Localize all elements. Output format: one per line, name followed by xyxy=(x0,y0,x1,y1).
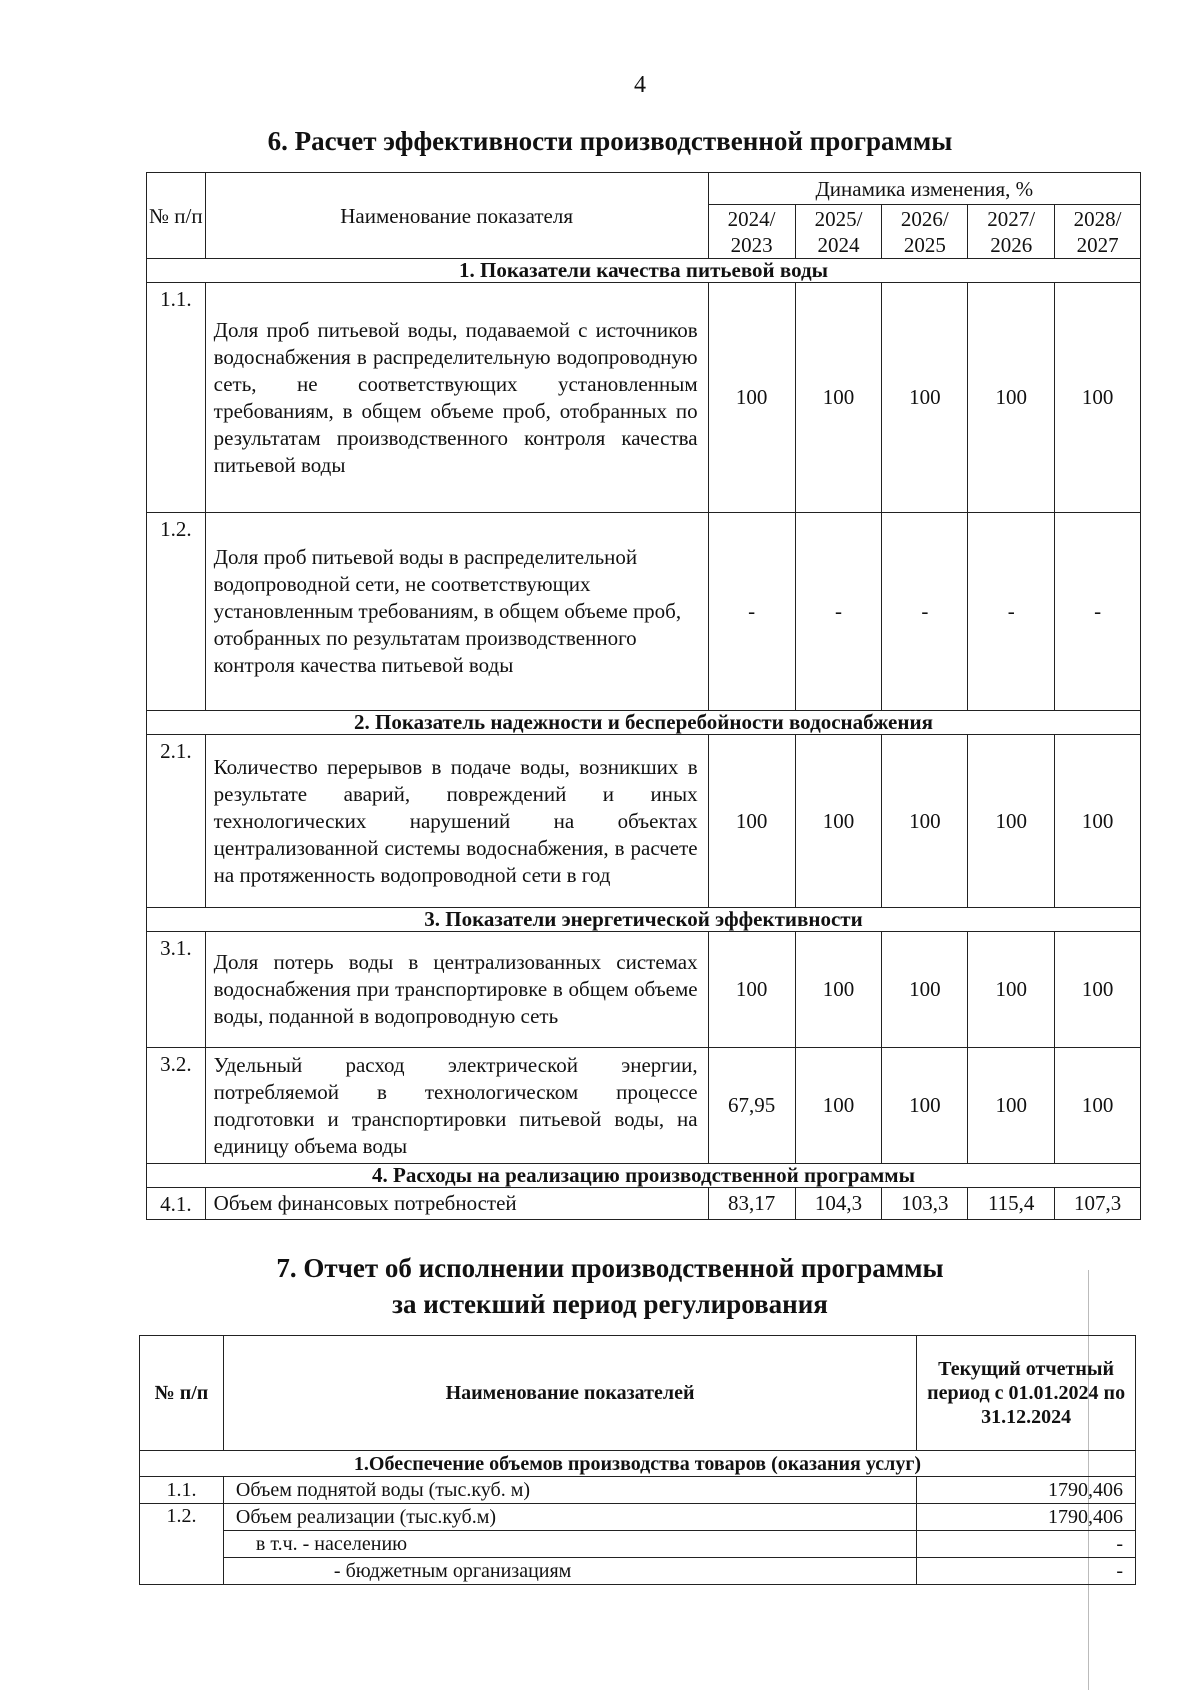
row-number: 2.1. xyxy=(147,735,206,908)
group-title: 1. Показатели качества питьевой воды xyxy=(147,259,1141,283)
row-number: 4.1. xyxy=(147,1188,206,1220)
value-cell: 100 xyxy=(882,735,968,908)
indicator-name: Удельный расход электрической энергии, потребляемой в технологическом процессе подготовки и транспортировки питьевой воды, на единицу объема воды xyxy=(205,1048,708,1164)
value-cell: 103,3 xyxy=(882,1188,968,1220)
value-cell: - xyxy=(708,513,795,711)
value-cell: 107,3 xyxy=(1055,1188,1141,1220)
report-row-name: - бюджетным организациям xyxy=(223,1558,916,1585)
value-cell: 100 xyxy=(708,735,795,908)
value-cell: 100 xyxy=(1055,735,1141,908)
report-row-number: 1.1. xyxy=(140,1477,224,1504)
value-cell: 104,3 xyxy=(795,1188,882,1220)
header-dynamics: Динамика изменения, % xyxy=(708,173,1140,205)
row-number: 1.1. xyxy=(147,283,206,513)
report-row-value: 1790,406 xyxy=(917,1477,1136,1504)
value-cell: 100 xyxy=(795,283,882,513)
header-year: 2027/ 2026 xyxy=(968,205,1055,259)
value-cell: 100 xyxy=(968,1048,1055,1164)
indicator-name: Доля проб питьевой воды, подаваемой с источников водоснабжения в распределительную водопроводную сеть, не соответствующих установленным требованиям, в общем объеме проб, отобранных по результатам производственного контроля качества питьевой воды xyxy=(205,283,708,513)
section-7-title-line1: 7. Отчет об исполнении производственной программы xyxy=(276,1253,944,1283)
report-header-name: Наименование показателей xyxy=(223,1336,916,1451)
value-cell: - xyxy=(1055,513,1141,711)
value-cell: 100 xyxy=(882,932,968,1048)
header-year: 2025/ 2024 xyxy=(795,205,882,259)
report-header-period: Текущий отчетный период с 01.01.2024 по 31.12.2024 xyxy=(917,1336,1136,1451)
report-row-name: Объем реализации (тыс.куб.м) xyxy=(223,1504,916,1531)
report-table xyxy=(139,1335,1136,1585)
value-cell: 100 xyxy=(968,735,1055,908)
section-7-title-line2: за истекший период регулирования xyxy=(392,1289,828,1319)
header-name: Наименование показателя xyxy=(205,173,708,259)
group-title: 2. Показатель надежности и бесперебойности водоснабжения xyxy=(147,711,1141,735)
value-cell: 100 xyxy=(708,283,795,513)
value-cell: 100 xyxy=(795,932,882,1048)
value-cell: - xyxy=(882,513,968,711)
header-num: № п/п xyxy=(147,173,206,259)
section-7-title xyxy=(140,1250,1080,1322)
efficiency-table xyxy=(146,172,1141,1220)
page-number: 4 xyxy=(634,72,646,98)
report-row-value: 1790,406 xyxy=(917,1504,1136,1531)
value-cell: 100 xyxy=(1055,283,1141,513)
header-year: 2028/ 2027 xyxy=(1055,205,1141,259)
value-cell: 100 xyxy=(795,735,882,908)
indicator-name: Доля потерь воды в централизованных системах водоснабжения при транспортировке в общем объеме воды, поданной в водопроводную сеть xyxy=(205,932,708,1048)
indicator-name: Количество перерывов в подаче воды, возникших в результате аварий, повреждений и иных технологических нарушений на объектах централизованной системы водоснабжения, в расчете на протяженность водопроводной сети в год xyxy=(205,735,708,908)
report-row-value: - xyxy=(917,1558,1136,1585)
value-cell: 100 xyxy=(968,932,1055,1048)
value-cell: 100 xyxy=(795,1048,882,1164)
indicator-name: Доля проб питьевой воды в распределительной водопроводной сети, не соответствующих установленным требованиям, в общем объеме проб, отобранных по результатам производственного контроля качества питьевой воды xyxy=(205,513,708,711)
header-year: 2024/ 2023 xyxy=(708,205,795,259)
value-cell: 115,4 xyxy=(968,1188,1055,1220)
report-row-value: - xyxy=(917,1531,1136,1558)
section-6-title: 6. Расчет эффективности производственной программы xyxy=(267,126,953,156)
report-row-number: 1.2. xyxy=(140,1504,224,1585)
value-cell: 100 xyxy=(1055,1048,1141,1164)
value-cell: 100 xyxy=(882,283,968,513)
value-cell: - xyxy=(968,513,1055,711)
row-number: 3.1. xyxy=(147,932,206,1048)
value-cell: 100 xyxy=(968,283,1055,513)
row-number: 1.2. xyxy=(147,513,206,711)
row-number: 3.2. xyxy=(147,1048,206,1164)
group-title: 3. Показатели энергетической эффективности xyxy=(147,908,1141,932)
value-cell: 100 xyxy=(708,932,795,1048)
value-cell: 67,95 xyxy=(708,1048,795,1164)
header-year: 2026/ 2025 xyxy=(882,205,968,259)
report-header-num: № п/п xyxy=(140,1336,224,1451)
value-cell: 100 xyxy=(882,1048,968,1164)
report-row-name: в т.ч. - населению xyxy=(223,1531,916,1558)
report-row-name: Объем поднятой воды (тыс.куб. м) xyxy=(223,1477,916,1504)
indicator-name: Объем финансовых потребностей xyxy=(205,1188,708,1220)
value-cell: 83,17 xyxy=(708,1188,795,1220)
report-group-title: 1.Обеспечение объемов производства товаров (оказания услуг) xyxy=(140,1451,1136,1477)
value-cell: 100 xyxy=(1055,932,1141,1048)
value-cell: - xyxy=(795,513,882,711)
group-title: 4. Расходы на реализацию производственной программы xyxy=(147,1164,1141,1188)
